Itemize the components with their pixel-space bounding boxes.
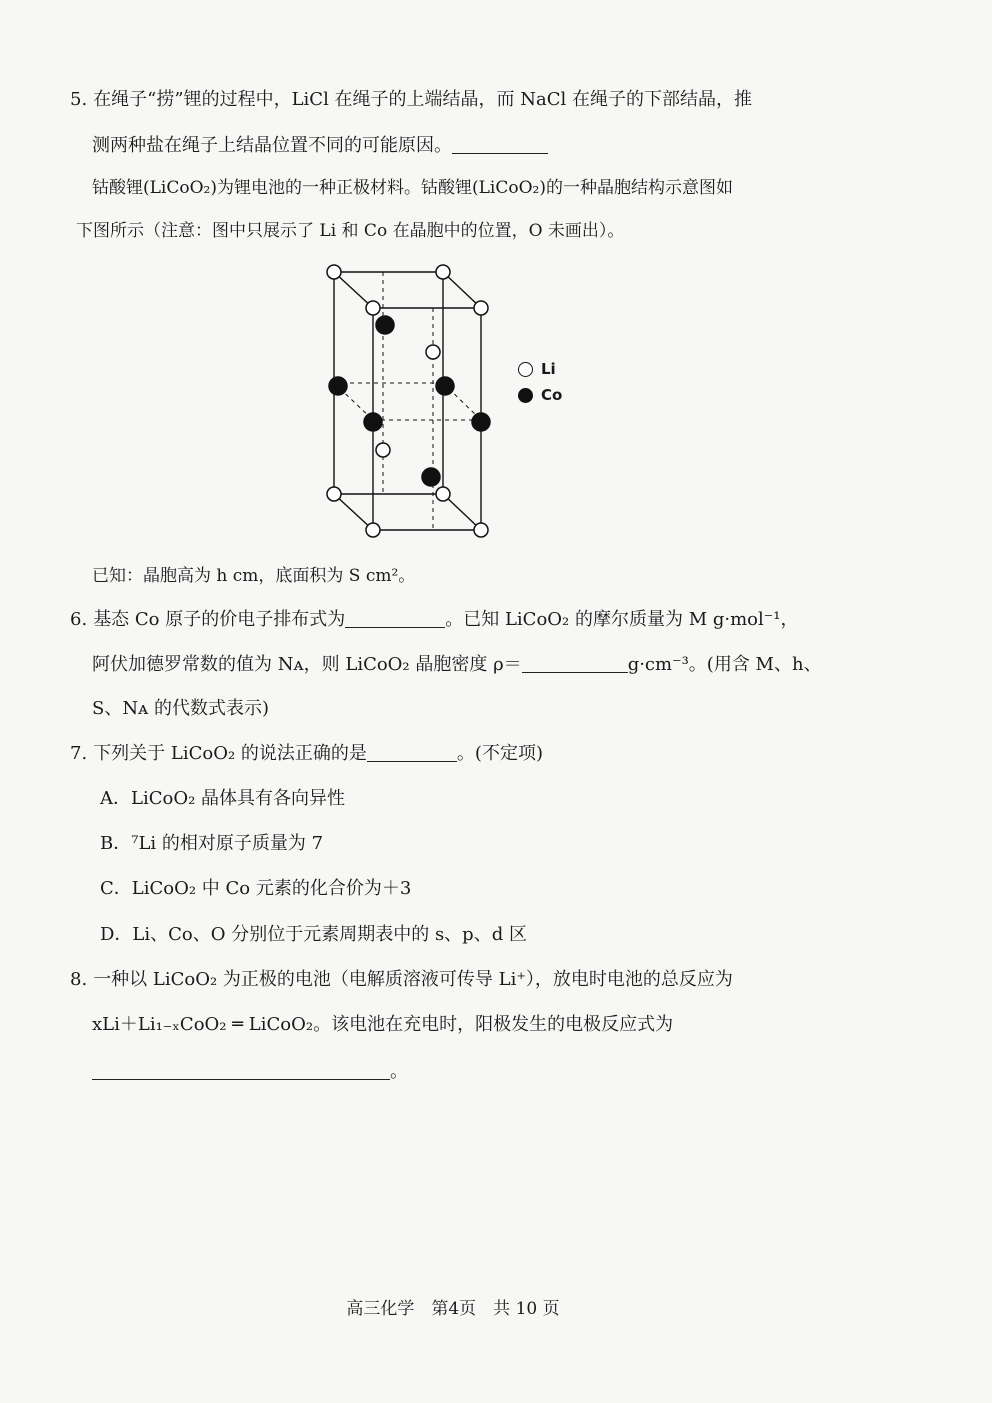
q5-answer-blank[interactable] bbox=[452, 135, 548, 154]
legend-co bbox=[518, 382, 562, 408]
q6-text-1: 基态 Co 原子的价电子排布式为 bbox=[93, 609, 346, 630]
co-atom bbox=[329, 377, 347, 395]
q5-line1 bbox=[70, 88, 752, 112]
q7-answer-blank[interactable] bbox=[367, 743, 457, 762]
co-atom bbox=[376, 316, 394, 334]
q5-number: 5. bbox=[70, 89, 88, 110]
q7-stem: 下列关于 LiCoO₂ 的说法正确的是 bbox=[93, 743, 367, 764]
q6-text-2: 。已知 LiCoO₂ 的摩尔质量为 M g·mol⁻¹， bbox=[445, 609, 799, 630]
legend-li-label: Li bbox=[541, 360, 556, 378]
q5-line2 bbox=[92, 134, 548, 158]
co-legend-icon bbox=[518, 388, 533, 403]
q6-number: 6. bbox=[70, 609, 88, 630]
li-atom bbox=[474, 523, 488, 537]
q5-text-2: 测两种盐在绳子上结晶位置不同的可能原因。 bbox=[92, 135, 452, 156]
q7-option-d: D．Li、Co、O 分别位于元素周期表中的 s、p、d 区 bbox=[100, 924, 527, 945]
li-atom bbox=[436, 487, 450, 501]
q8-text-1: 一种以 LiCoO₂ 为正极的电池（电解质溶液可传导 Li⁺），放电时电池的总反应为 bbox=[93, 969, 733, 990]
q6-line1 bbox=[70, 608, 798, 632]
li-legend-icon bbox=[518, 362, 533, 377]
legend-li bbox=[518, 356, 562, 382]
q6-text-3: 阿伏加德罗常数的值为 Nᴀ，则 LiCoO₂ 晶胞密度 ρ＝ bbox=[92, 654, 522, 675]
crystal-cell-figure bbox=[318, 258, 508, 548]
figure-legend bbox=[518, 356, 562, 408]
li-atom bbox=[327, 487, 341, 501]
q5-text-1: 在绳子“捞”锂的过程中，LiCl 在绳子的上端结晶，而 NaCl 在绳子的下部结晶，推 bbox=[93, 89, 753, 110]
q7-option-b: B．⁷Li 的相对原子质量为 7 bbox=[100, 833, 324, 854]
legend-co-label: Co bbox=[541, 386, 563, 404]
li-atom bbox=[436, 265, 450, 279]
q7-suffix: 。(不定项) bbox=[456, 743, 543, 764]
li-atom bbox=[376, 443, 390, 457]
li-atom bbox=[327, 265, 341, 279]
q8-answer-blank[interactable] bbox=[92, 1061, 390, 1080]
q6-text-4: g·cm⁻³。(用含 M、h、 bbox=[627, 654, 822, 675]
q7-option-a: A．LiCoO₂ 晶体具有各向异性 bbox=[100, 788, 346, 809]
co-atom bbox=[436, 377, 454, 395]
q6-line2 bbox=[92, 653, 822, 677]
q8-line3 bbox=[92, 1060, 408, 1084]
co-atom bbox=[364, 413, 382, 431]
intro-line1: 钴酸锂(LiCoO₂)为锂电池的一种正极材料。钴酸锂(LiCoO₂)的一种晶胞结构示意图如 bbox=[92, 178, 733, 198]
q7-number: 7. bbox=[70, 743, 88, 764]
li-atom bbox=[366, 523, 380, 537]
q8-line1 bbox=[70, 968, 733, 992]
page-footer: 高三化学 第4页 共 10 页 bbox=[346, 1299, 560, 1319]
q8-number: 8. bbox=[70, 969, 88, 990]
q8-line2: xLi＋Li₁₋ₓCoO₂ ═ LiCoO₂。该电池在充电时，阳极发生的电极反应式为 bbox=[92, 1014, 674, 1035]
co-atom bbox=[472, 413, 490, 431]
q7-option-c: C．LiCoO₂ 中 Co 元素的化合价为＋3 bbox=[100, 878, 412, 899]
q6-blank-1[interactable] bbox=[345, 609, 445, 628]
q8-end: 。 bbox=[390, 1061, 408, 1082]
q6-line3: S、Nᴀ 的代数式表示) bbox=[92, 698, 269, 719]
li-atom bbox=[474, 301, 488, 315]
q7-line1 bbox=[70, 742, 543, 766]
li-atom bbox=[366, 301, 380, 315]
known-statement: 已知：晶胞高为 h cm，底面积为 S cm²。 bbox=[92, 566, 416, 586]
intro-line2: 下图所示（注意：图中只展示了 Li 和 Co 在晶胞中的位置，O 未画出）。 bbox=[76, 221, 625, 241]
li-atom bbox=[426, 345, 440, 359]
q6-blank-2[interactable] bbox=[522, 654, 628, 673]
co-atom bbox=[422, 468, 440, 486]
